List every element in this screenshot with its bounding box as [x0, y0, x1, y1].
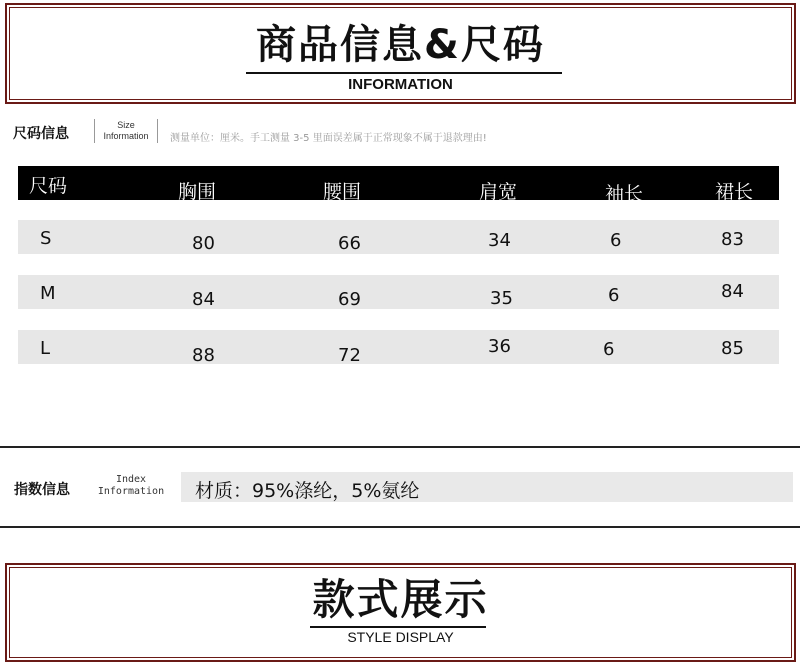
index-section-label-en	[92, 474, 170, 498]
header-waist: 腰围	[323, 181, 362, 203]
cell-length: 85	[721, 338, 744, 359]
cell-length: 84	[721, 281, 744, 302]
material-text: 材质：95%涤纶，5%氨纶	[195, 480, 420, 502]
table-row	[18, 220, 779, 254]
cell-bust: 84	[192, 289, 215, 310]
style-banner-rule	[310, 626, 486, 628]
size-section-label-en	[96, 120, 156, 142]
cell-length: 83	[721, 229, 744, 250]
index-label-en-line2: Information	[97, 486, 165, 497]
cell-shoulder: 34	[488, 230, 511, 251]
size-section-label: 尺码信息	[13, 126, 69, 142]
header-sleeve: 袖长	[605, 183, 644, 205]
header-bust: 胸围	[178, 181, 217, 203]
info-banner	[5, 3, 796, 104]
size-section-divider-left	[94, 119, 95, 143]
cell-shoulder: 36	[488, 336, 511, 357]
cell-size: M	[40, 283, 56, 304]
cell-bust: 80	[192, 233, 215, 254]
material-box	[181, 472, 793, 502]
table-row	[18, 330, 779, 364]
header-length: 裙长	[715, 181, 754, 203]
style-banner	[5, 563, 796, 662]
table-row	[18, 275, 779, 309]
style-banner-title: 款式展示	[312, 575, 489, 624]
style-banner-subtitle: STYLE DISPLAY	[347, 629, 454, 645]
index-section-bottom-rule	[0, 526, 800, 528]
cell-shoulder: 35	[490, 288, 513, 309]
header-shoulder: 肩宽	[479, 181, 518, 203]
cell-size: L	[40, 338, 51, 359]
cell-waist: 69	[338, 289, 361, 310]
size-section-divider-right	[157, 119, 158, 143]
measurement-note: 测量单位：厘米。手工测量 3-5 里面误差属于正常现象不属于退款理由!	[170, 133, 487, 144]
info-banner-title: 商品信息&尺码	[256, 22, 545, 68]
cell-bust: 88	[192, 345, 215, 366]
cell-sleeve: 6	[603, 339, 615, 360]
cell-waist: 66	[338, 233, 361, 254]
index-section-label: 指数信息	[14, 482, 70, 498]
header-size: 尺码	[29, 175, 68, 197]
cell-size: S	[40, 228, 52, 249]
cell-sleeve: 6	[608, 285, 620, 306]
info-banner-rule	[246, 72, 562, 74]
index-section-top-rule	[0, 446, 800, 448]
info-banner-subtitle: INFORMATION	[348, 76, 453, 93]
cell-waist: 72	[338, 345, 361, 366]
size-table-header	[18, 166, 779, 205]
size-label-en-line1: Size	[117, 120, 135, 130]
cell-sleeve: 6	[610, 230, 622, 251]
size-label-en-line2: Information	[103, 131, 149, 141]
index-label-en-line1: Index	[115, 474, 147, 485]
